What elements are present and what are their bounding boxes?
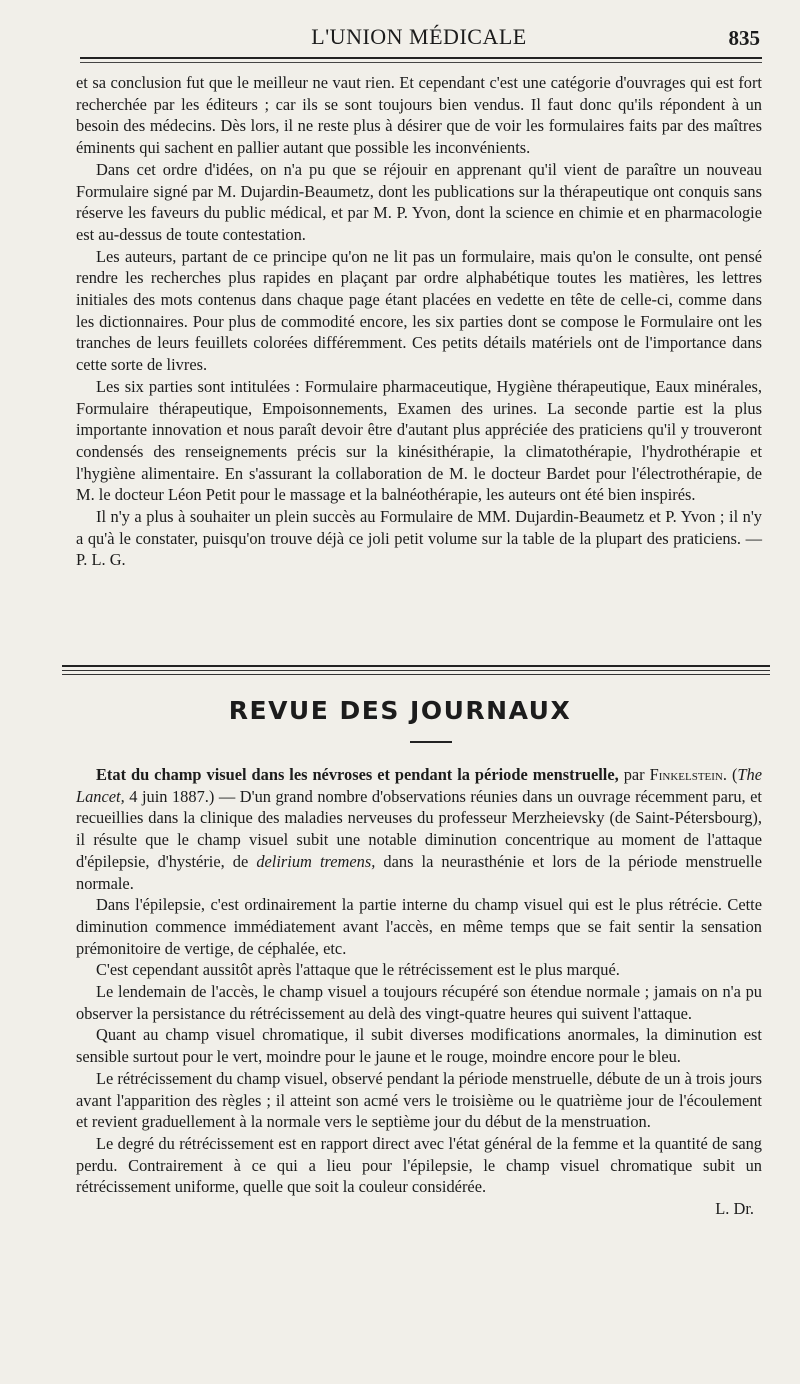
section-heading: REVUE DES JOURNAUX xyxy=(228,696,572,725)
article-intro-text: — D'un grand nombre d'observations réunies dans un ouvrage récemment paru, et recueillies dans la clinique des maladies nerveuses du professeur Merzheievsky (de Saint-Pétersbourg), il résulte que le champ visuel subit une notable diminution concentrique au moment de l'attaque d'épilepsie, d'hystérie, de xyxy=(76,786,762,871)
journal-name: L'UNION MÉDICALE xyxy=(311,24,527,49)
page-number: 835 xyxy=(728,26,760,50)
book-review xyxy=(76,72,762,571)
article-signature: L. Dr. xyxy=(715,1199,754,1219)
heading-dash xyxy=(410,741,452,743)
article-paragraph: Le rétrécissement du champ visuel, observé pendant la période menstruelle, débute de un à trois jours avant l'apparition des règles ; il atteint son acmé vers le troisième ou le quatrième jour de l'écoulement et revient graduellement à la normale vers le septième jour du début de la menstruation. xyxy=(76,1068,762,1132)
review-paragraph: Les auteurs, partant de ce principe qu'on ne lit pas un formulaire, mais qu'on le consulte, ont pensé rendre les recherches plus rapides en plaçant par ordre alphabétique toutes les matières, les lettres initiales des mots contenus dans chaque page étant placées en vedette en tête de celle-ci, comme dans les dictionnaires. Pour plus de commodité encore, les six parties dont se compose le Formulaire ont les tranches de leurs feuillets colorées différemment. Ces petits détails matériels ont de l'importance dans cette sorte de livres. xyxy=(76,246,762,375)
review-paragraph: Les six parties sont intitulées : Formulaire pharmaceutique, Hygiène thérapeutique, Eaux minérales, Formulaire thérapeutique, Empoisonnements, Examen des urines. La seconde partie est la plus importante innovation et nous paraît devoir être d'autant plus appréciée des praticiens qu'il y trouveront condensés des renseignements précis sur la kinésithérapie, la climatothérapie, l'hydrothérapie et l'hygiène alimentaire. En s'assurant la collaboration de M. le docteur Bardet pour l'électrothérapie, de M. le docteur Léon Petit pour le massage et la balnéothérapie, les auteurs ont été bien inspirés. xyxy=(76,376,762,505)
article-intro xyxy=(76,764,762,894)
source-date: 4 juin 1887.) xyxy=(129,786,215,806)
article-paragraph: Quant au champ visuel chromatique, il subit diverses modifications anormales, la diminution est sensible surtout pour le vert, moindre pour le jaune et le rouge, moindre encore pour le bleu. xyxy=(76,1025,762,1067)
section-rule xyxy=(62,674,770,675)
running-head xyxy=(78,20,760,52)
article xyxy=(76,764,762,1220)
header-rule xyxy=(80,57,762,59)
article-by: par xyxy=(623,765,645,784)
section-rule xyxy=(62,665,770,667)
article-paragraph: C'est cependant aussitôt après l'attaque que le rétrécissement est le plus marqué. xyxy=(96,960,620,980)
article-paragraph: Dans l'épilepsie, c'est ordinairement la partie interne du champ visuel qui est le plus rétrécie. Cette diminution commence immédiatement avant l'accès, en même temps que se fait sentir la sensation prémonitoire de vertige, de céphalée, etc. xyxy=(76,895,762,958)
article-intro-italic: delirium tremens, xyxy=(256,851,376,871)
header-rule-thin xyxy=(80,62,762,63)
section-rule xyxy=(62,670,770,671)
article-author: Finkelstein. xyxy=(649,765,727,784)
article-paragraph: Le lendemain de l'accès, le champ visuel a toujours récupéré son étendue normale ; jamais on n'a pu observer la persistance du rétrécissement au delà des vingt-quatre heures qui suivent l'attaque. xyxy=(76,982,762,1023)
article-paragraph: Le degré du rétrécissement est en rapport direct avec l'état général de la femme et la quantité de sang perdu. Contrairement à ce qui a lieu pour l'épilepsie, le champ visuel chromatique subit un rétrécissement uniforme, quelle que soit la couleur considérée. xyxy=(76,1133,762,1197)
source-open: ( xyxy=(731,765,738,784)
review-paragraph: et sa conclusion fut que le meilleur ne vaut rien. Et cependant c'est une catégorie d'ouvrages qui est fort recherchée par les éditeurs ; car ils se sont toujours bien vendus. Il faut donc qu'ils répondent à un besoin des médecins. Dès lors, il ne reste plus à désirer que de voir les formulaires faits par des maîtres éminents qui sachent en pallier autant que possible les inconvénients. xyxy=(76,73,762,158)
source-journal: The Lancet, xyxy=(76,765,762,806)
article-intro-end: dans la neurasthénie et lors de la période menstruelle normale. xyxy=(76,851,762,893)
review-paragraph: Dans cet ordre d'idées, on n'a pu que se réjouir en apprenant qu'il vient de paraître un nouveau Formulaire signé par M. Dujardin-Beaumetz, dont les publications sur la thérapeutique ont conquis sans réserve les faveurs du public médical, et par M. P. Yvon, dont la science en chimie et en pharmacologie est au-dessus de toute contestation. xyxy=(76,159,762,244)
review-paragraph: Il n'y a plus à souhaiter un plein succès au Formulaire de MM. Dujardin-Beaumetz et P. Yvon ; il n'y a qu'à le constater, puisqu'on trouve déjà ce joli petit volume sur la table de la plupart des praticiens. — P. L. G. xyxy=(76,507,762,570)
article-title: Etat du champ visuel dans les névroses et pendant la période menstruelle, xyxy=(96,765,619,784)
